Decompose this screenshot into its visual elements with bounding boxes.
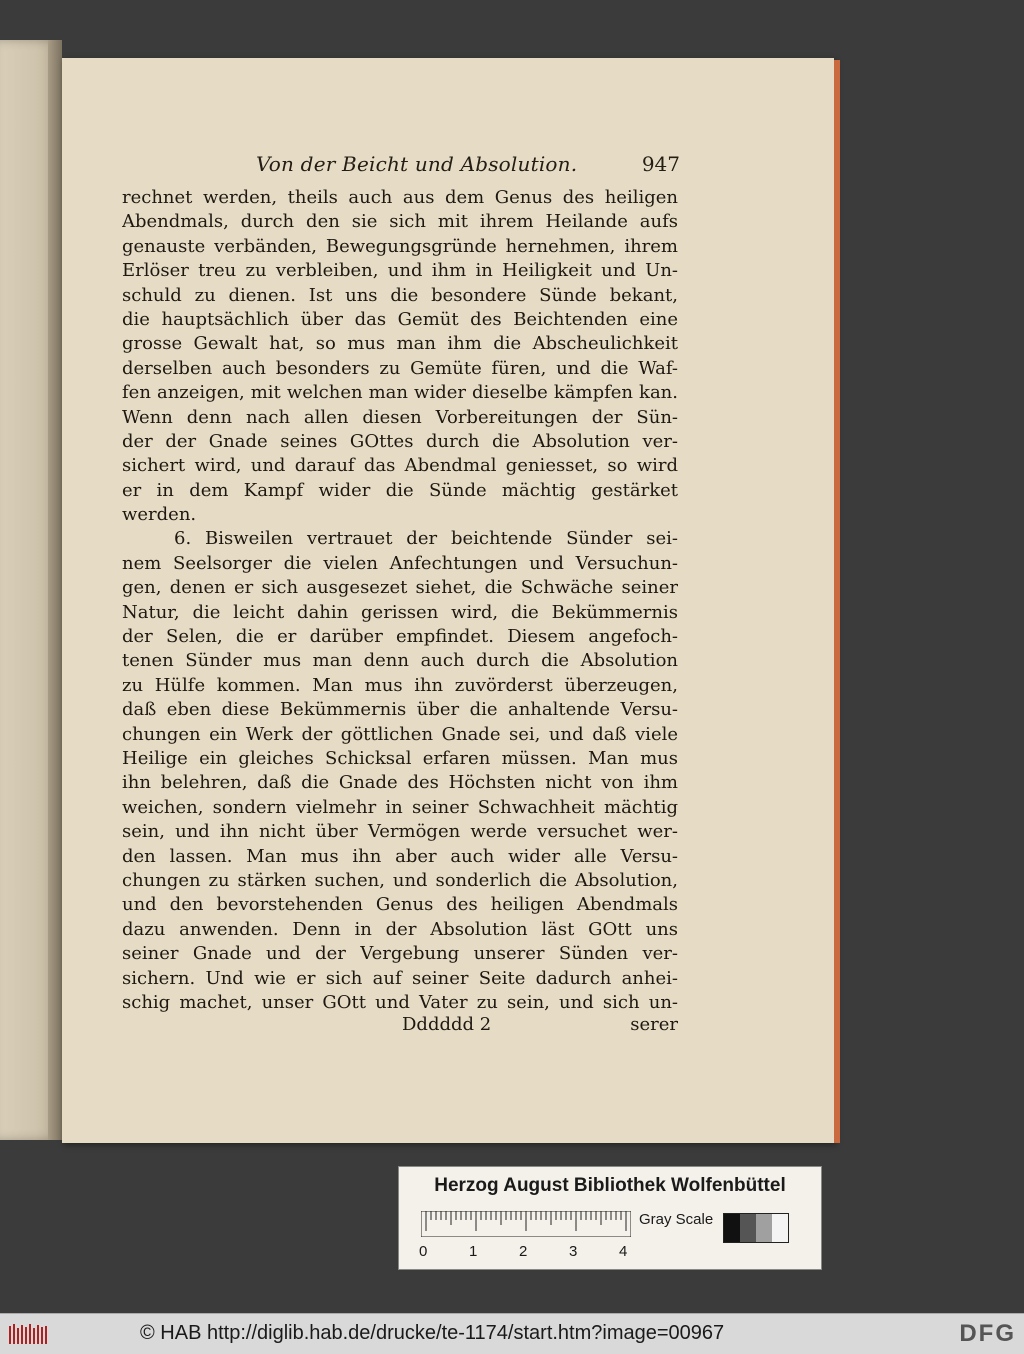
text-line: ihn belehren, daß die Gnade des Höchsten nicht von ihm — [122, 772, 678, 794]
text-line: chungen zu stärken suchen, und sonderlich die Absolution, — [122, 869, 678, 891]
text-line: tenen Sünder mus man denn auch durch die Absolution — [122, 650, 678, 672]
gray-swatch — [756, 1214, 772, 1242]
scale-number: 4 — [619, 1243, 628, 1260]
gray-scale-label: Gray Scale — [639, 1211, 714, 1228]
scale-number: 3 — [569, 1243, 578, 1260]
text-line: sichern. Und wie er sich auf seiner Seite dadurch anhei- — [122, 967, 678, 989]
signature-mark: Dddddd 2 — [402, 1014, 492, 1035]
text-line: Heilige ein gleiches Schicksal erfaren müssen. Man mus — [122, 747, 678, 769]
gray-swatch — [740, 1214, 756, 1242]
text-line: schuld zu dienen. Ist uns die besondere Sünde bekant, — [122, 284, 678, 306]
text-line: weichen, sondern vielmehr in seiner Schwachheit mächtig — [122, 796, 678, 818]
page-edge-red — [834, 60, 840, 1143]
text-line: Erlöser treu zu verbleiben, und ihm in Heiligkeit und Un- — [122, 260, 678, 282]
text-line: Wenn denn nach allen diesen Vorbereitungen der Sün- — [122, 406, 678, 428]
text-line: grosse Gewalt hat, so mus man ihm die Abscheulichkeit — [122, 333, 678, 355]
text-line: seiner Gnade und der Vergebung unserer Sünden ver- — [122, 943, 678, 965]
dfg-logo: DFG — [959, 1320, 1016, 1347]
gray-swatch — [772, 1214, 788, 1242]
text-line: gen, denen er sich ausgesezet siehet, die Schwäche seiner — [122, 577, 678, 599]
body-text — [122, 186, 678, 1015]
text-line: werden. — [122, 504, 197, 526]
text-line: der der Gnade seines GOttes durch die Absolution ver- — [122, 430, 678, 452]
text-line: Abendmals, durch den sie sich mit ihrem Heilande aufs — [122, 211, 678, 233]
library-color-card — [398, 1166, 822, 1270]
scale-number: 0 — [419, 1243, 428, 1260]
text-line: daß eben diese Bekümmernis über die anhaltende Versu- — [122, 699, 678, 721]
text-line: den lassen. Man mus ihn aber auch wider alle Versu- — [122, 845, 678, 867]
text-line: derselben auch besonders zu Gemüte füren, und die Waf- — [122, 357, 678, 379]
text-line: die hauptsächlich über das Gemüt des Beichtenden eine — [122, 308, 678, 330]
text-line: 6. Bisweilen vertrauet der beichtende Sünder sei- — [174, 528, 678, 550]
text-line: Natur, die leicht dahin gerissen wird, die Bekümmernis — [122, 601, 678, 623]
text-line: schig machet, unser GOtt und Vater zu sein, und sich un- — [122, 991, 678, 1013]
text-line: der Selen, die er darüber empfindet. Diesem angefoch- — [122, 626, 678, 648]
gray-scale-swatch — [723, 1213, 789, 1243]
page-footer — [122, 1012, 678, 1040]
gray-swatch — [724, 1214, 740, 1242]
scale-number: 1 — [469, 1243, 478, 1260]
hab-logo-icon — [8, 1322, 48, 1346]
text-line: chungen ein Werk der göttlichen Gnade sei, und daß viele — [122, 723, 678, 745]
text-line: dazu anwenden. Denn in der Absolution läst GOtt uns — [122, 918, 678, 940]
text-line: sichert wird, und darauf das Abendmal geniesset, so wird — [122, 455, 678, 477]
scale-number: 2 — [519, 1243, 528, 1260]
institution-name: Herzog August Bibliothek Wolfenbüttel — [434, 1175, 786, 1196]
text-line: und den bevorstehenden Genus des heiligen Abendmals — [122, 894, 678, 916]
text-line: fen anzeigen, mit welchen man wider dieselbe kämpfen kan. — [122, 382, 678, 404]
text-line: er in dem Kampf wider die Sünde mächtig gestärket — [122, 479, 678, 501]
text-line: sein, und ihn nicht über Vermögen werde versuchet wer- — [122, 821, 678, 843]
catchword: serer — [630, 1014, 678, 1035]
running-title: Von der Beicht und Absolution. — [256, 152, 578, 176]
left-page-gutter — [48, 40, 62, 1140]
page-number: 947 — [641, 152, 680, 176]
footer-bar — [0, 1313, 1024, 1354]
running-head — [256, 148, 680, 180]
text-line: zu Hülfe kommen. Man mus ihn zuvörderst überzeugen, — [122, 674, 678, 696]
text-line: rechnet werden, theils auch aus dem Genus des heiligen — [122, 187, 678, 208]
copyright-link[interactable]: © HAB http://diglib.hab.de/drucke/te-1174/start.htm?image=00967 — [140, 1322, 725, 1344]
text-line: nem Seelsorger die vielen Anfechtungen und Versuchun- — [122, 552, 678, 574]
centimeter-ruler — [421, 1211, 631, 1237]
text-line: genauste verbänden, Bewegungsgründe hernehmen, ihrem — [122, 235, 678, 257]
